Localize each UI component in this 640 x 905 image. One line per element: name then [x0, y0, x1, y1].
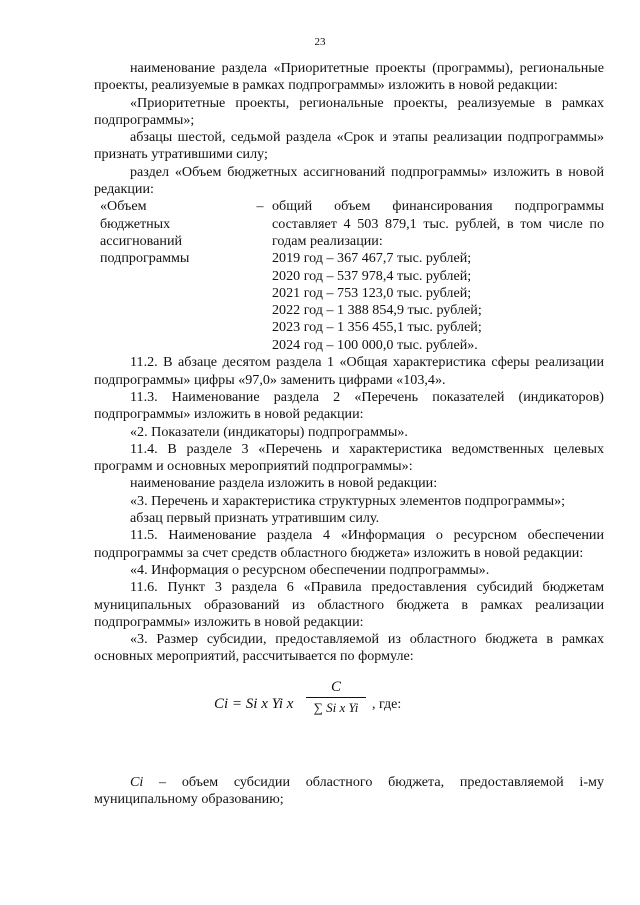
paragraph: 11.3. Наименование раздела 2 «Перечень показателей (индикаторов) подпрограммы» изложить в новой редакции: — [94, 388, 604, 423]
label-line: бюджетных — [100, 215, 171, 232]
paragraph: наименование раздела изложить в новой редакции: — [130, 475, 438, 492]
paragraph: раздел «Объем бюджетных ассигнований подпрограммы» изложить в новой редакции: — [94, 163, 604, 198]
budget-table — [94, 198, 604, 354]
paragraph: 11.6. Пункт 3 раздела 6 «Правила предоставления субсидий бюджетам муниципальных образований из областного бюджета в рамках реализации подпрограммы» изложить в новой редакции: — [94, 579, 604, 630]
page-number: 23 — [314, 36, 326, 48]
paragraph: 11.2. В абзаце десятом раздела 1 «Общая характеристика сферы реализации подпрограммы» цифры «97,0» заменить цифрами «103,4». — [94, 354, 604, 388]
budget-year-row: 2023 год – 1 356 455,1 тыс. рублей; — [272, 319, 482, 336]
paragraph: абзац первый признать утратившим силу. — [130, 510, 380, 527]
budget-year-row: 2021 год – 753 123,0 тыс. рублей; — [272, 284, 472, 301]
paragraph: абзацы шестой, седьмой раздела «Срок и этапы реализации подпрограммы» признать утратившими силу; — [94, 129, 604, 163]
formula-denominator: ∑ Si x Yi — [313, 699, 359, 715]
paragraph: «3. Перечень и характеристика структурных элементов подпрограммы»; — [130, 492, 566, 509]
budget-intro: общий объем финансирования подпрограммы составляет 4 503 879,1 тыс. рублей, в том числе по годам реализации: — [272, 198, 604, 249]
formula-numerator: C — [330, 678, 341, 695]
label-line: «Объем — [100, 198, 147, 215]
budget-year-row: 2020 год – 537 978,4 тыс. рублей; — [272, 267, 472, 284]
paragraph: 11.5. Наименование раздела 4 «Информация о ресурсном обеспечении подпрограммы за счет средств областного бюджета» изложить в новой редакции: — [94, 527, 604, 561]
fraction-bar — [306, 697, 366, 698]
budget-table-dash: – — [256, 198, 264, 215]
budget-year-row: 2022 год – 1 388 854,9 тыс. рублей; — [272, 302, 482, 319]
formula-tail: , где: — [372, 696, 402, 712]
formula-lhs: Ci = Si x Yi x — [214, 695, 294, 712]
paragraph: «4. Информация о ресурсном обеспечении подпрограммы». — [130, 561, 490, 578]
budget-table-label — [100, 198, 250, 267]
formula-fraction — [306, 678, 366, 717]
paragraph: «3. Размер субсидии, предоставляемой из областного бюджета в рамках основных мероприятий, рассчитывается по формуле: — [94, 631, 604, 665]
definition-paragraph — [94, 774, 604, 809]
budget-year-row: 2019 год – 367 467,7 тыс. рублей; — [272, 250, 472, 267]
document-body — [94, 60, 604, 808]
subsidy-formula — [94, 674, 604, 736]
paragraph: «Приоритетные проекты, региональные проекты, реализуемые в рамках подпрограммы»; — [94, 94, 604, 128]
definition-text: – объем субсидии областного бюджета, предоставляемой i-му муниципальному образованию; — [94, 773, 604, 808]
budget-table-values — [272, 198, 604, 354]
paragraph: 11.4. В разделе 3 «Перечень и характеристика ведомственных целевых программ и основных мероприятий подпрограммы»: — [94, 440, 604, 475]
paragraph: «2. Показатели (индикаторы) подпрограммы». — [130, 423, 408, 440]
label-line: ассигнований — [100, 232, 183, 249]
label-line: подпрограммы — [100, 250, 190, 267]
budget-year-row: 2024 год – 100 000,0 тыс. рублей». — [272, 336, 478, 353]
paragraph: наименование раздела «Приоритетные проекты (программы), региональные проекты, реализуемые в рамках подпрограммы» изложить в новой редакции: — [94, 60, 604, 94]
definition-symbol: Ci — [130, 773, 144, 790]
